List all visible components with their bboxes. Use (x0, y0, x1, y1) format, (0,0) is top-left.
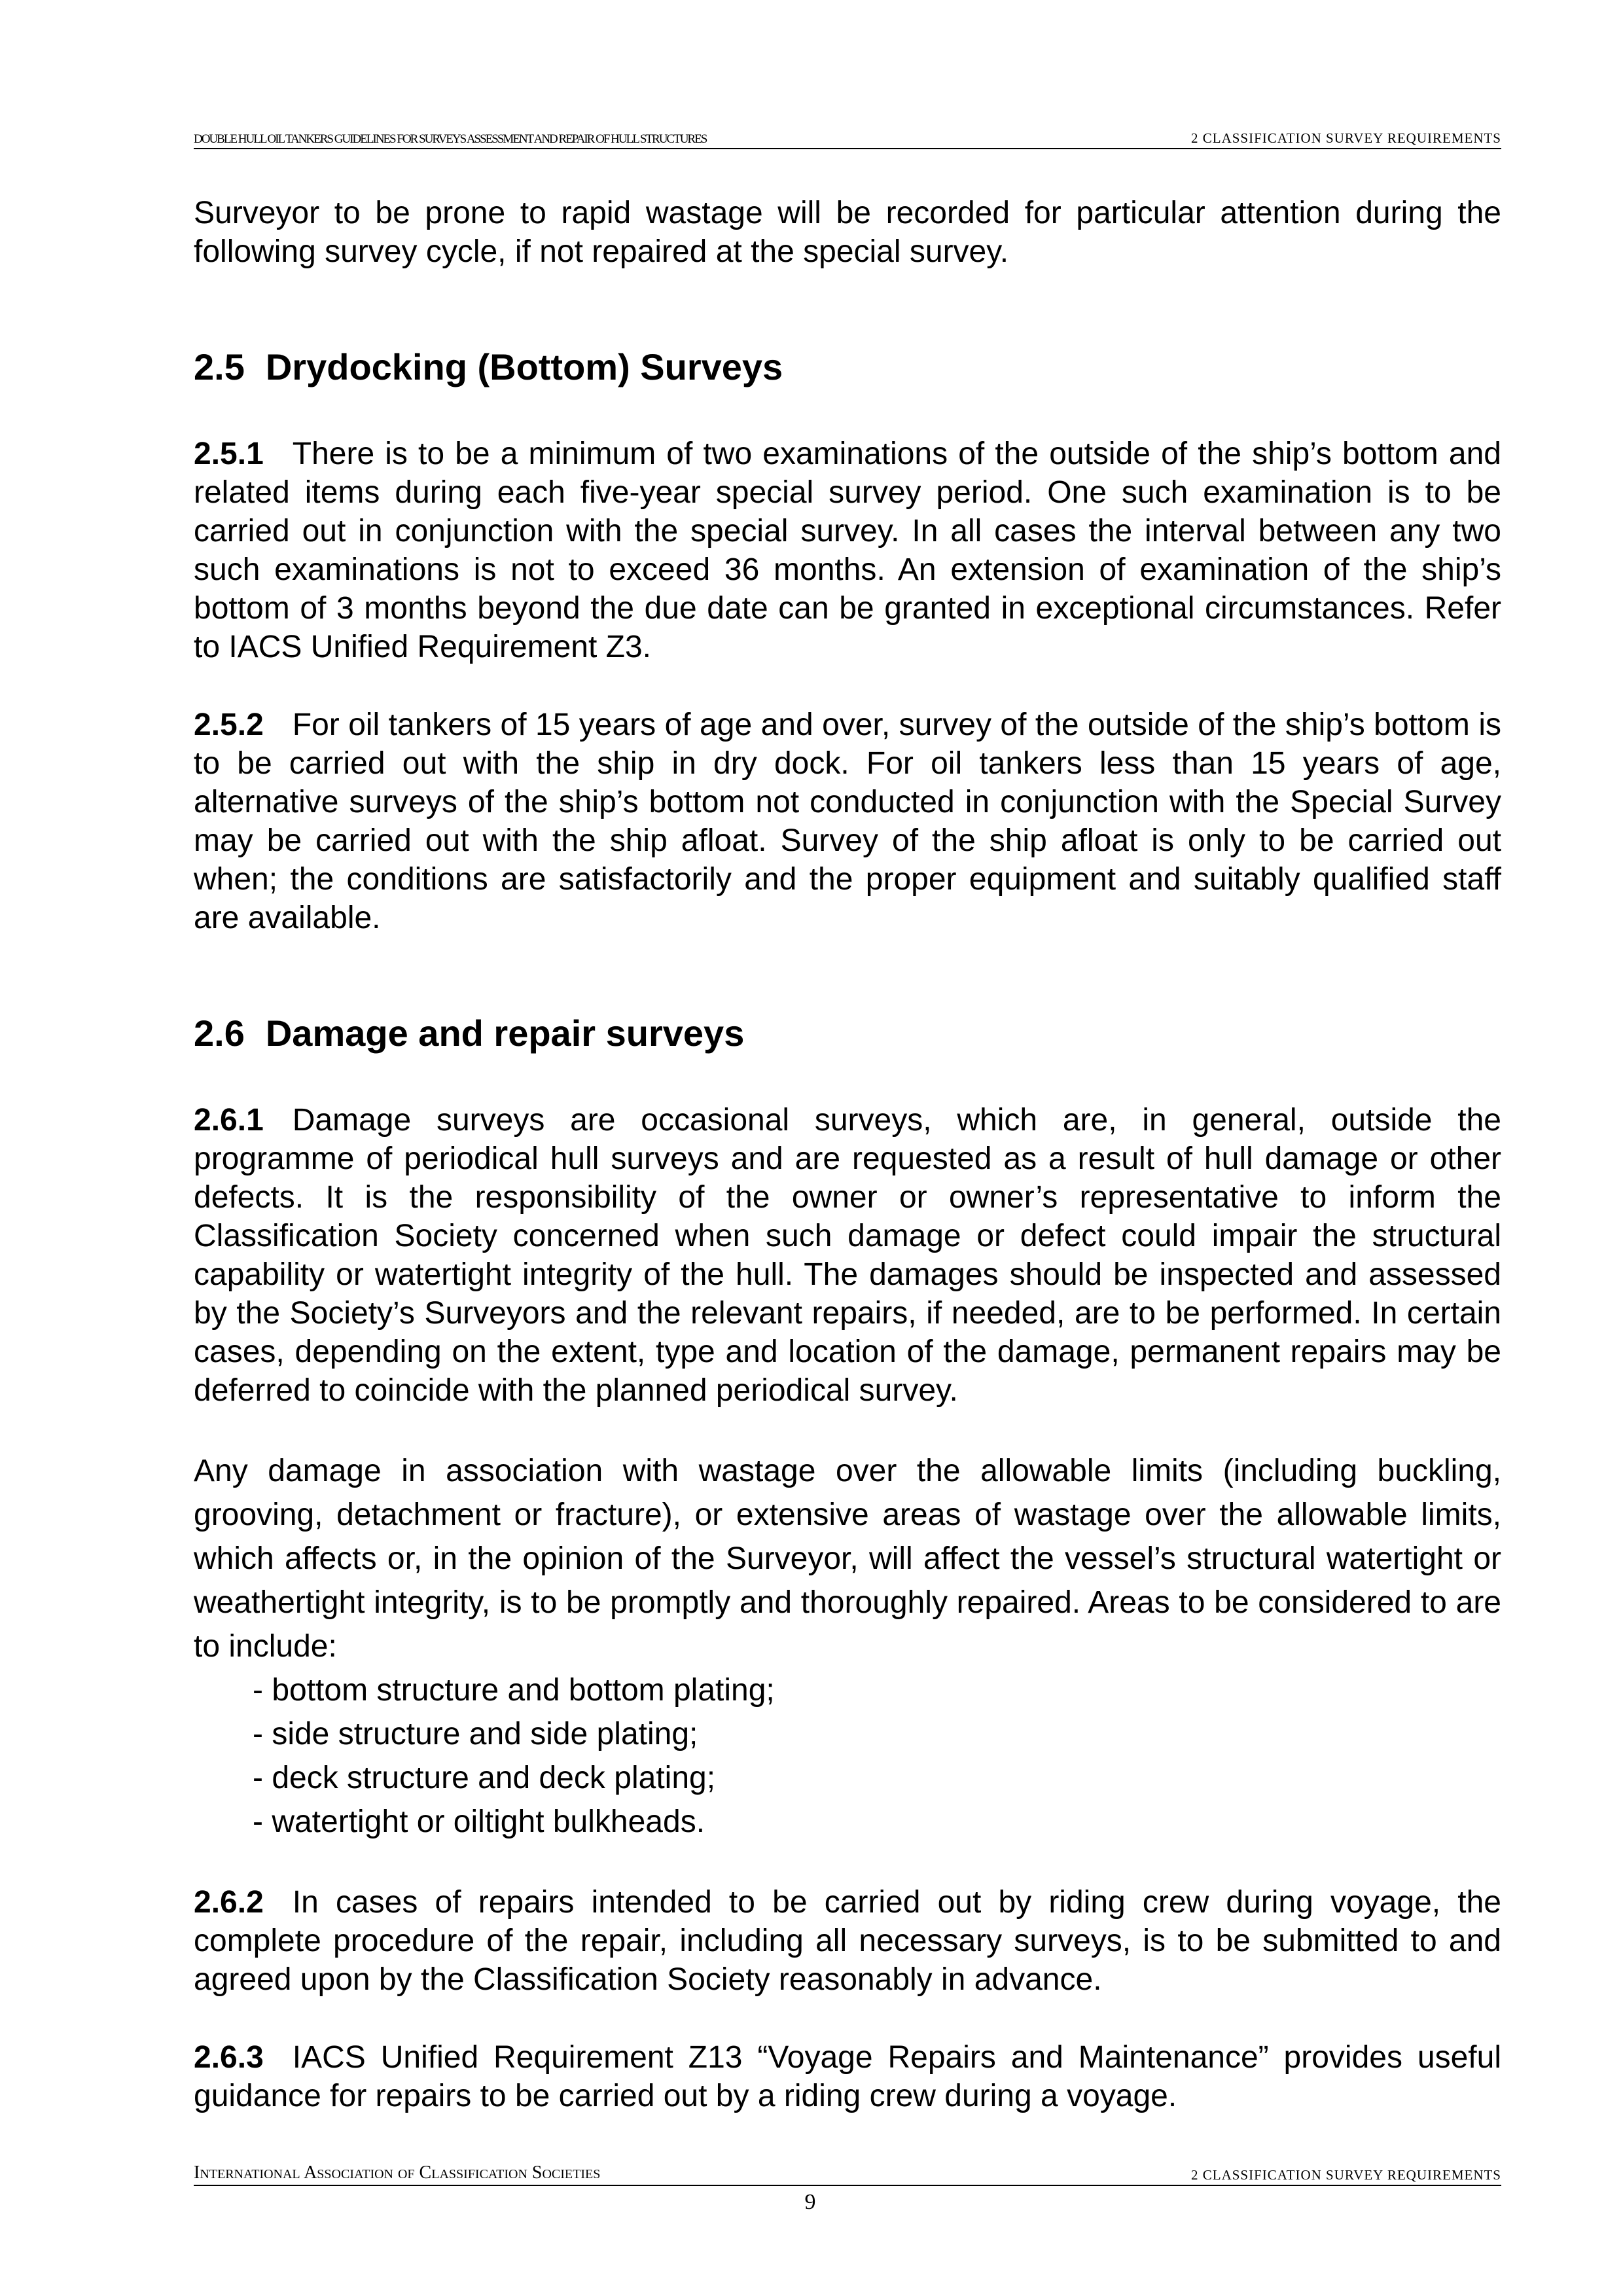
paragraph-number: 2.6.3 (194, 2040, 264, 2075)
header-document-title: DOUBLE HULL OIL TANKERS GUIDELINES FOR SURVEYS ASSESSMENT AND REPAIR OF HULL STRUCTURES (194, 132, 707, 146)
paragraph-damage-areas: Any damage in association with wastage over the allowable limits (including buckling, grooving, detachment or fracture), or extensive areas of wastage over the allowable limits, which affects or, in the opinion of the Surveyor, will affect the vessel’s structural watertight or weathertight integrity, is to be promptly and thoroughly repaired. Areas to be considered to are to include: (194, 1454, 1501, 1664)
footer-organization: International Association of Classification Societies (194, 2162, 601, 2183)
page-footer (194, 2164, 1501, 2186)
intro-paragraph: Surveyor to be prone to rapid wastage will be recorded for particular attention during the following survey cycle, if not repaired at the special survey. (194, 196, 1501, 269)
paragraph-2-6-1 (194, 1101, 1501, 1410)
areas-list (194, 1668, 1501, 1844)
paragraph-2-6-3 (194, 2038, 1501, 2115)
paragraph-text: IACS Unified Requirement Z13 “Voyage Repairs and Maintenance” provides useful guidance for repairs to be carried out by a riding crew during a voyage. (194, 2040, 1501, 2113)
paragraph-text: There is to be a minimum of two examinations of the outside of the ship’s bottom and related items during each five-year special survey period. One such examination is to be carried out in conjunction with the special survey. In all cases the interval between any two such examinations is not to exceed 36 months. An extension of examination of the ship’s bottom of 3 months beyond the due date can be granted in exceptional circumstances. Refer to IACS Unified Requirement Z3. (194, 437, 1501, 664)
section-title: Damage and repair surveys (265, 1013, 745, 1054)
header-chapter-title: 2 CLASSIFICATION SURVEY REQUIREMENTS (1191, 130, 1501, 146)
section-title: Drydocking (Bottom) Surveys (265, 346, 783, 387)
paragraph-number: 2.6.2 (194, 1885, 264, 1920)
page-body (194, 194, 1501, 2115)
section-number: 2.5 (194, 346, 245, 387)
paragraph-2-6-2 (194, 1883, 1501, 1999)
paragraph-text: For oil tankers of 15 years of age and over, survey of the outside of the ship’s bottom is to be carried out with the ship in dry dock. For oil tankers less than 15 years of age, alternative surveys of the ship’s bottom not conducted in conjunction with the Special Survey may be carried out with the ship afloat. Survey of the ship afloat is only to be carried out when; the conditions are satisfactorily and the proper equipment and suitably qualified staff are available. (194, 708, 1501, 935)
paragraph-number: 2.6.1 (194, 1103, 264, 1138)
footer-chapter-title: 2 CLASSIFICATION SURVEY REQUIREMENTS (1191, 2167, 1501, 2183)
paragraph-2-5-2 (194, 706, 1501, 937)
section-heading-2-6 (194, 1011, 1501, 1056)
section-heading-2-5 (194, 344, 1501, 390)
paragraph-number: 2.5.1 (194, 437, 264, 471)
page-header (194, 128, 1501, 149)
paragraph-text: In cases of repairs intended to be carried out by riding crew during voyage, the complete procedure of the repair, including all necessary surveys, is to be submitted to and agreed upon by the Classification Society reasonably in advance. (194, 1885, 1501, 1997)
list-item: - bottom structure and bottom plating; (253, 1673, 775, 1708)
section-number: 2.6 (194, 1013, 245, 1054)
page-number: 9 (804, 2190, 816, 2214)
list-item: - side structure and side plating; (253, 1717, 698, 1751)
paragraph-text: Damage surveys are occasional surveys, which are, in general, outside the programme of periodical hull surveys and are requested as a result of hull damage or other defects. It is the responsibility of the owner or owner’s representative to inform the Classification Society concerned when such damage or defect could impair the structural capability or watertight integrity of the hull. The damages should be inspected and assessed by the Society’s Surveyors and the relevant repairs, if needed, are to be performed. In certain cases, depending on the extent, type and location of the damage, permanent repairs may be deferred to coincide with the planned periodical survey. (194, 1103, 1501, 1408)
paragraph-2-5-1 (194, 435, 1501, 666)
list-item: - watertight or oiltight bulkheads. (253, 1804, 705, 1839)
paragraph-number: 2.5.2 (194, 708, 264, 742)
list-item: - deck structure and deck plating; (253, 1761, 716, 1795)
